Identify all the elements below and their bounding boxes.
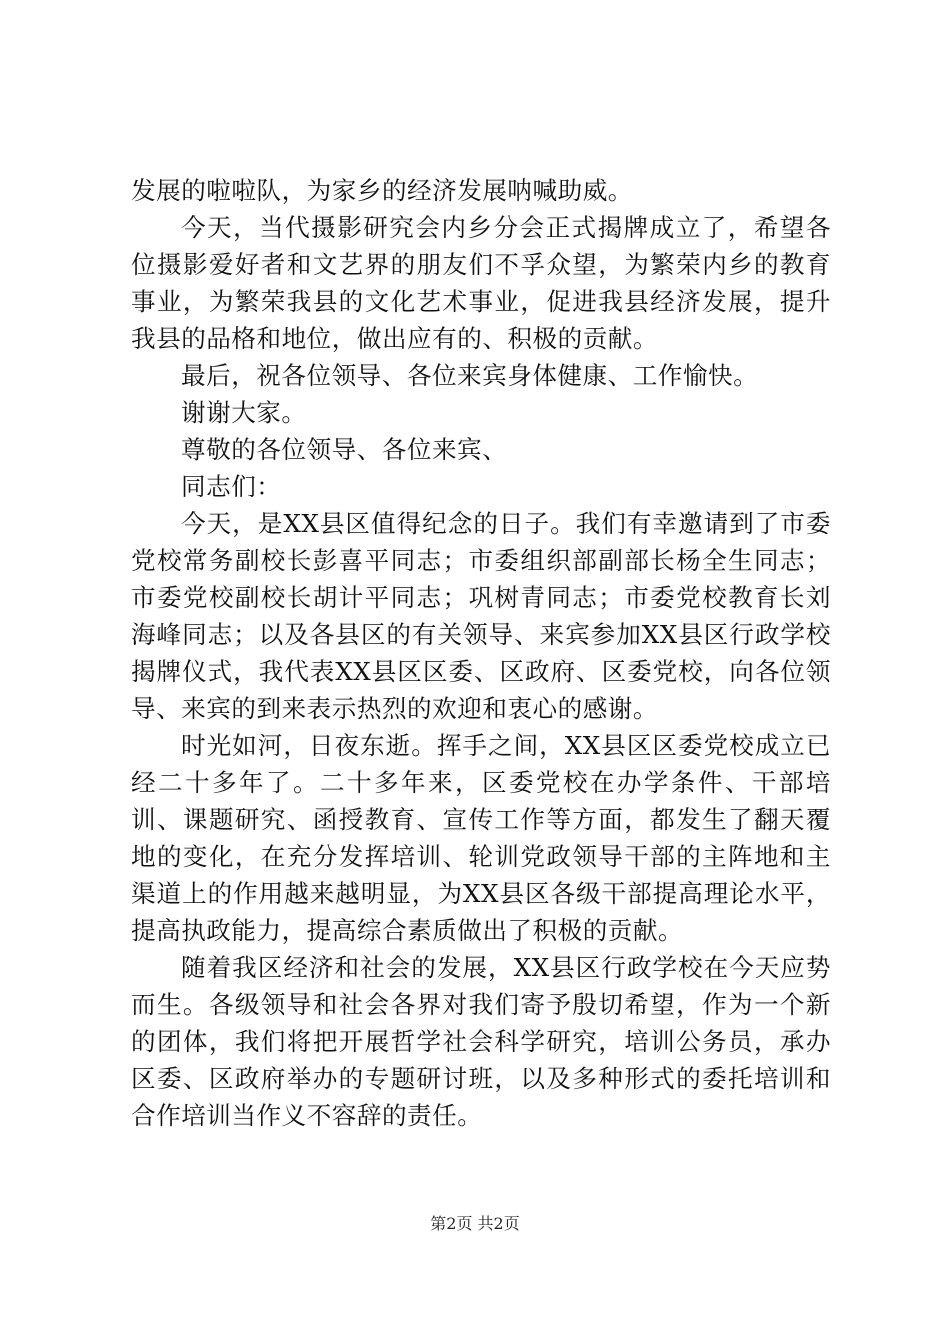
paragraph-8: 时光如河，日夜东逝。挥手之间，XX县区区委党校成立已经二十多年了。二十多年来，区委党校在办学条件、干部培训、课题研究、函授教育、宣传工作等方面，都发生了翻天覆地的变化，在充分发挥培训、轮训党政领导干部的主阵地和主渠道上的作用越来越明显，为XX县区各级干部提高理论水平，提高执政能力，提高综合素质做出了积极的贡献。 <box>131 731 831 945</box>
paragraph-4: 谢谢大家。 <box>181 398 307 427</box>
paragraph-2: 今天，当代摄影研究会内乡分会正式揭牌成立了，希望各位摄影爱好者和文艺界的朋友们不孚众望，为繁荣内乡的教育事业，为繁荣我县的文化艺术事业，促进我县经济发展，提升我县的品格和地位，做出应有的、积极的贡献。 <box>131 213 831 353</box>
page-footer: 第2页 共2页 <box>430 1214 520 1233</box>
paragraph-5: 尊敬的各位领导、各位来宾、 <box>181 435 508 464</box>
paragraph-6: 同志们： <box>181 472 282 501</box>
paragraph-1: 发展的啦啦队，为家乡的经济发展呐喊助威。 <box>131 176 633 205</box>
document-body <box>131 172 831 1134</box>
paragraph-7: 今天，是XX县区值得纪念的日子。我们有幸邀请到了市委党校常务副校长彭喜平同志；市委组织部副部长杨全生同志；市委党校副校长胡计平同志；巩树青同志；市委党校教育长刘海峰同志；以及各县区的有关领导、来宾参加XX县区行政学校揭牌仪式，我代表XX县区区委、区政府、区委党校，向各位领导、来宾的到来表示热烈的欢迎和衷心的感谢。 <box>131 509 831 723</box>
paragraph-9: 随着我区经济和社会的发展，XX县区行政学校在今天应势而生。各级领导和社会各界对我们寄予殷切希望，作为一个新的团体，我们将把开展哲学社会科学研究，培训公务员，承办区委、区政府举办的专题研讨班，以及多种形式的委托培训和合作培训当作义不容辞的责任。 <box>131 953 831 1130</box>
paragraph-3: 最后，祝各位领导、各位来宾身体健康、工作愉快。 <box>181 361 759 390</box>
